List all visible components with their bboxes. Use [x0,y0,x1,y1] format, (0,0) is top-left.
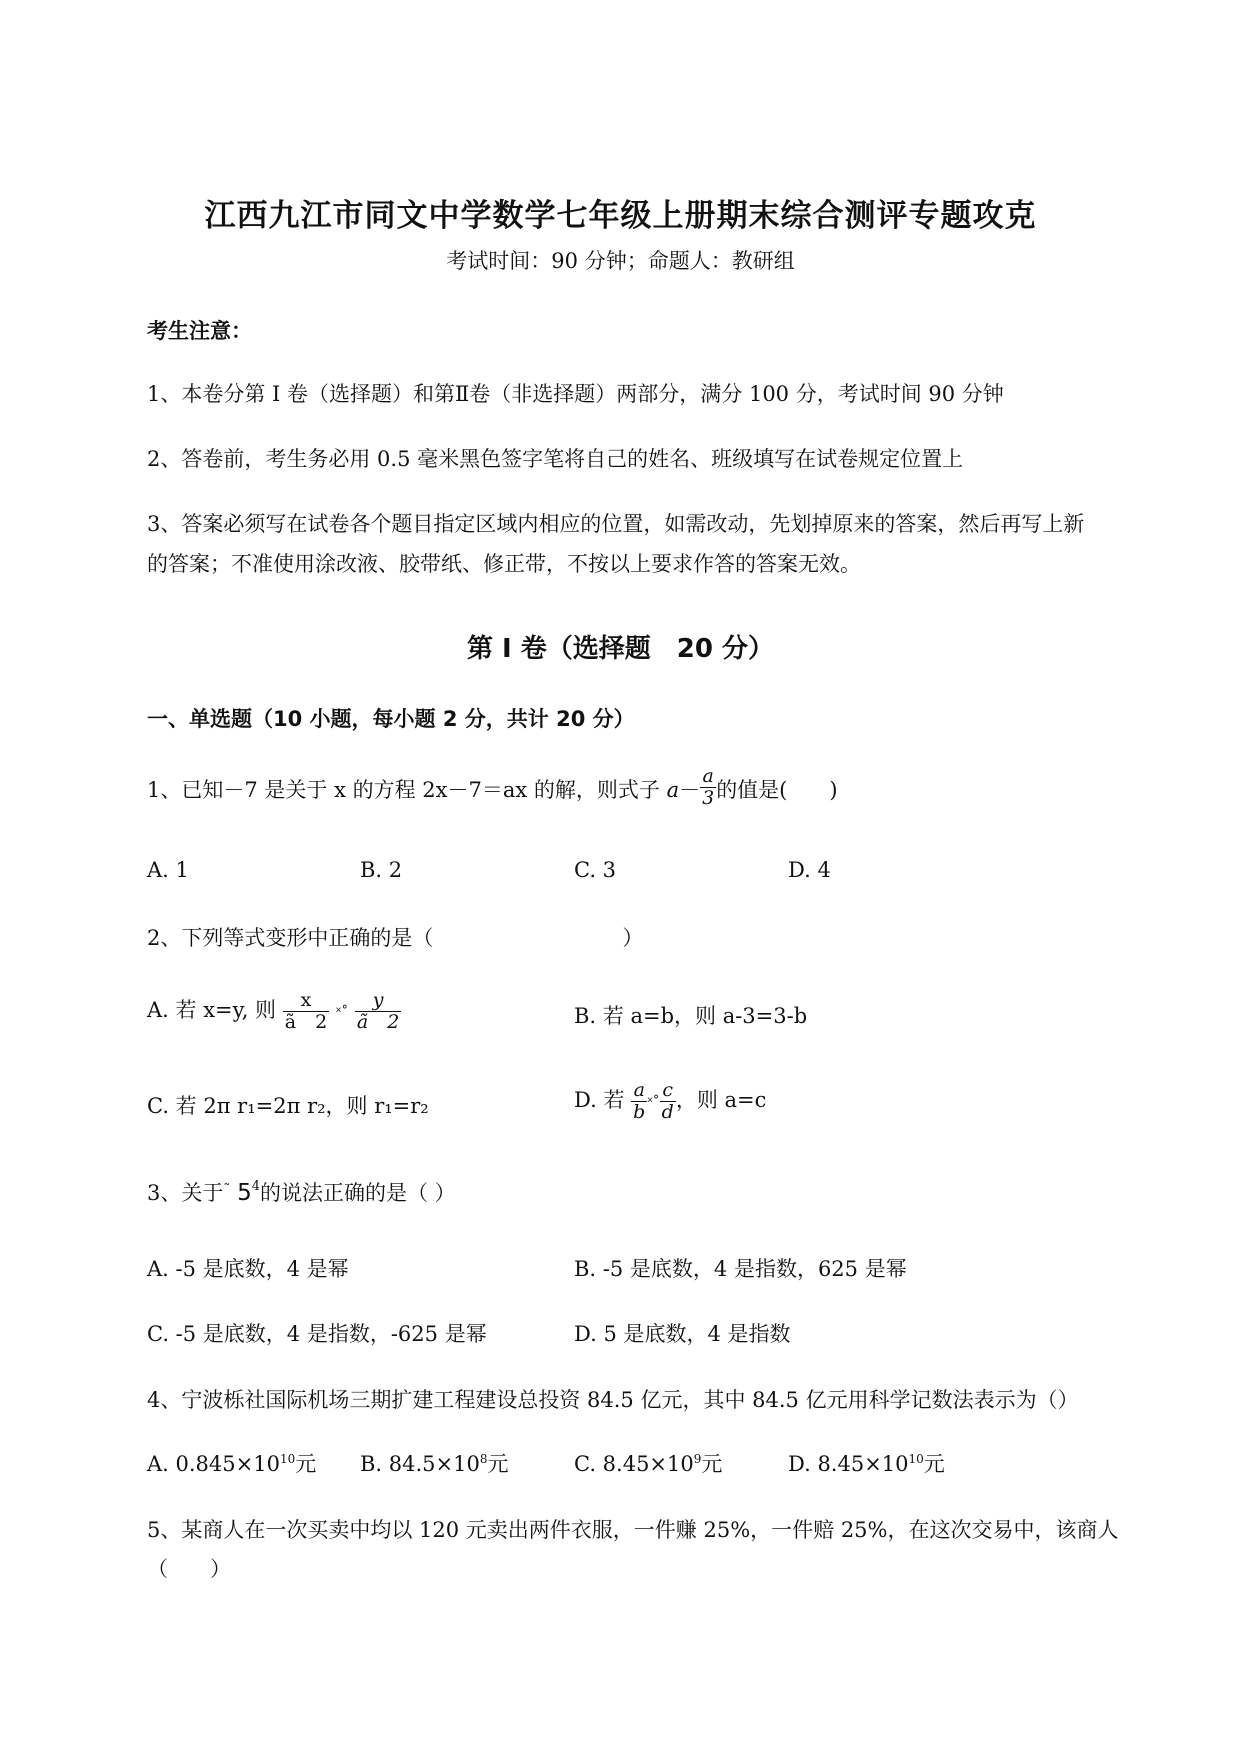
notice-item-1: 1、本卷分第 I 卷（选择题）和第Ⅱ卷（非选择题）两部分，满分 100 分，考试时间 90 分钟 [147,382,1004,406]
q4-option-b-exponent: 8 [479,1452,488,1466]
question-1-text: 1、已知－7 是关于 x 的方程 2x－7＝ax 的解，则式子 [147,777,660,802]
q2-option-c: C. 若 2π r₁=2π r₂，则 r₁=r₂ [147,1094,429,1118]
question-3-exponent: 4 [251,1179,260,1194]
q4-option-a-exponent: 10 [279,1452,296,1466]
notice-heading: 考生注意： [147,319,252,343]
q3-option-d: D. 5 是底数，4 是指数 [574,1322,791,1346]
question-3-text-end: 的说法正确的是（ ） [259,1181,456,1205]
q2-option-d-text: D. 若 [574,1087,625,1112]
q4-option-b-text: B. 84.5×10 [360,1452,480,1476]
part-heading: 一、单选题（10 小题，每小题 2 分，共计 20 分） [147,707,635,731]
fraction-numerator: a [631,1080,647,1102]
question-2-stem: 2、下列等式变形中正确的是（ ） [147,926,644,950]
q4-option-c-text: C. 8.45×10 [574,1452,694,1476]
question-1-text-end: 的值是( ) [716,777,838,802]
question-1-minus: － [679,777,701,802]
q2-option-d-symbol: ˟˚ [647,1094,660,1111]
q2-option-b: B. 若 a=b，则 a-3=3-b [574,1004,808,1028]
q4-option-c-unit: 元 [701,1452,723,1476]
fraction-denominator: 3 [702,786,715,809]
q4-option-c [574,1448,722,1478]
fraction-denominator: b [633,1100,646,1123]
section-title: 第 I 卷（选择题 20 分） [466,634,774,664]
q4-option-d [788,1448,945,1478]
question-5-stem-cont: （ ） [147,1557,231,1581]
q1-option-c: C. 3 [574,858,617,882]
q4-option-a-text: A. 0.845×10 [147,1452,280,1476]
q1-option-b: B. 2 [360,858,403,882]
fraction-denominator: d [661,1100,674,1123]
question-4-stem: 4、宁波栎社国际机场三期扩建工程建设总投资 84.5 亿元，其中 84.5 亿元用科学记数法表示为（） [147,1388,1079,1412]
q4-option-d-text: D. 8.45×10 [788,1452,909,1476]
q4-option-d-exponent: 10 [908,1452,924,1466]
question-1-stem [147,765,838,813]
q3-option-a: A. -5 是底数，4 是幂 [147,1257,349,1281]
fraction-numerator: a [700,766,716,788]
fraction-numerator: c [660,1080,676,1102]
q2-option-d-fraction-1 [631,1080,647,1123]
notice-item-3: 3、答案必须写在试卷各个题目指定区域内相应的位置，如需改动，先划掉原来的答案，然后再写上新 [147,512,1085,536]
question-3-text: 3、关于 [147,1181,224,1205]
q2-option-a-fraction-2 [355,990,401,1033]
question-5-stem: 5、某商人在一次买卖中均以 120 元卖出两件衣服，一件赚 25%，一件赔 25%，在这次交易中，该商人 [147,1518,1119,1542]
q4-option-d-unit: 元 [923,1452,945,1476]
exam-info: 考试时间：90 分钟；命题人：教研组 [446,249,795,273]
q3-option-c: C. -5 是底数，4 是指数，-625 是幂 [147,1322,487,1346]
q2-option-a-symbol: ˟˚ [335,1004,349,1021]
question-3-tilde: ˜ [223,1182,231,1198]
q4-option-a [147,1448,316,1478]
fraction-denominator: ã 2 [284,1010,328,1033]
q2-option-a-text: A. 若 x=y, 则 [147,997,277,1022]
q2-option-a-fraction-1 [283,990,329,1033]
q2-option-d-text-end: ，则 a=c [675,1087,767,1112]
fraction-numerator: y [372,989,384,1011]
q1-option-d: D. 4 [788,858,831,882]
question-3-base: 5 [237,1180,252,1206]
notice-item-2: 2、答卷前，考生务必用 0.5 毫米黑色签字笔将自己的姓名、班级填写在试卷规定位置上 [147,447,964,471]
q2-option-d [574,1080,766,1123]
notice-item-3-cont: 的答案；不准使用涂改液、胶带纸、修正带，不按以上要求作答的答案无效。 [147,552,861,576]
q2-option-a [147,990,401,1033]
page-title: 江西九江市同文中学数学七年级上册期末综合测评专题攻克 [204,198,1037,234]
q4-option-a-unit: 元 [295,1452,317,1476]
q4-option-b-unit: 元 [487,1452,509,1476]
question-1-var-a: a [666,777,680,802]
q2-option-d-fraction-2 [660,1080,676,1123]
q1-option-a: A. 1 [147,858,189,882]
q4-option-c-exponent: 9 [693,1452,702,1466]
fraction-denominator: ã 2 [356,1010,400,1033]
question-1-fraction [700,766,716,809]
q3-option-b: B. -5 是底数，4 是指数，625 是幂 [574,1257,907,1281]
fraction-numerator: x [300,989,312,1011]
q4-option-b [360,1448,509,1478]
question-3-stem [147,1177,456,1207]
